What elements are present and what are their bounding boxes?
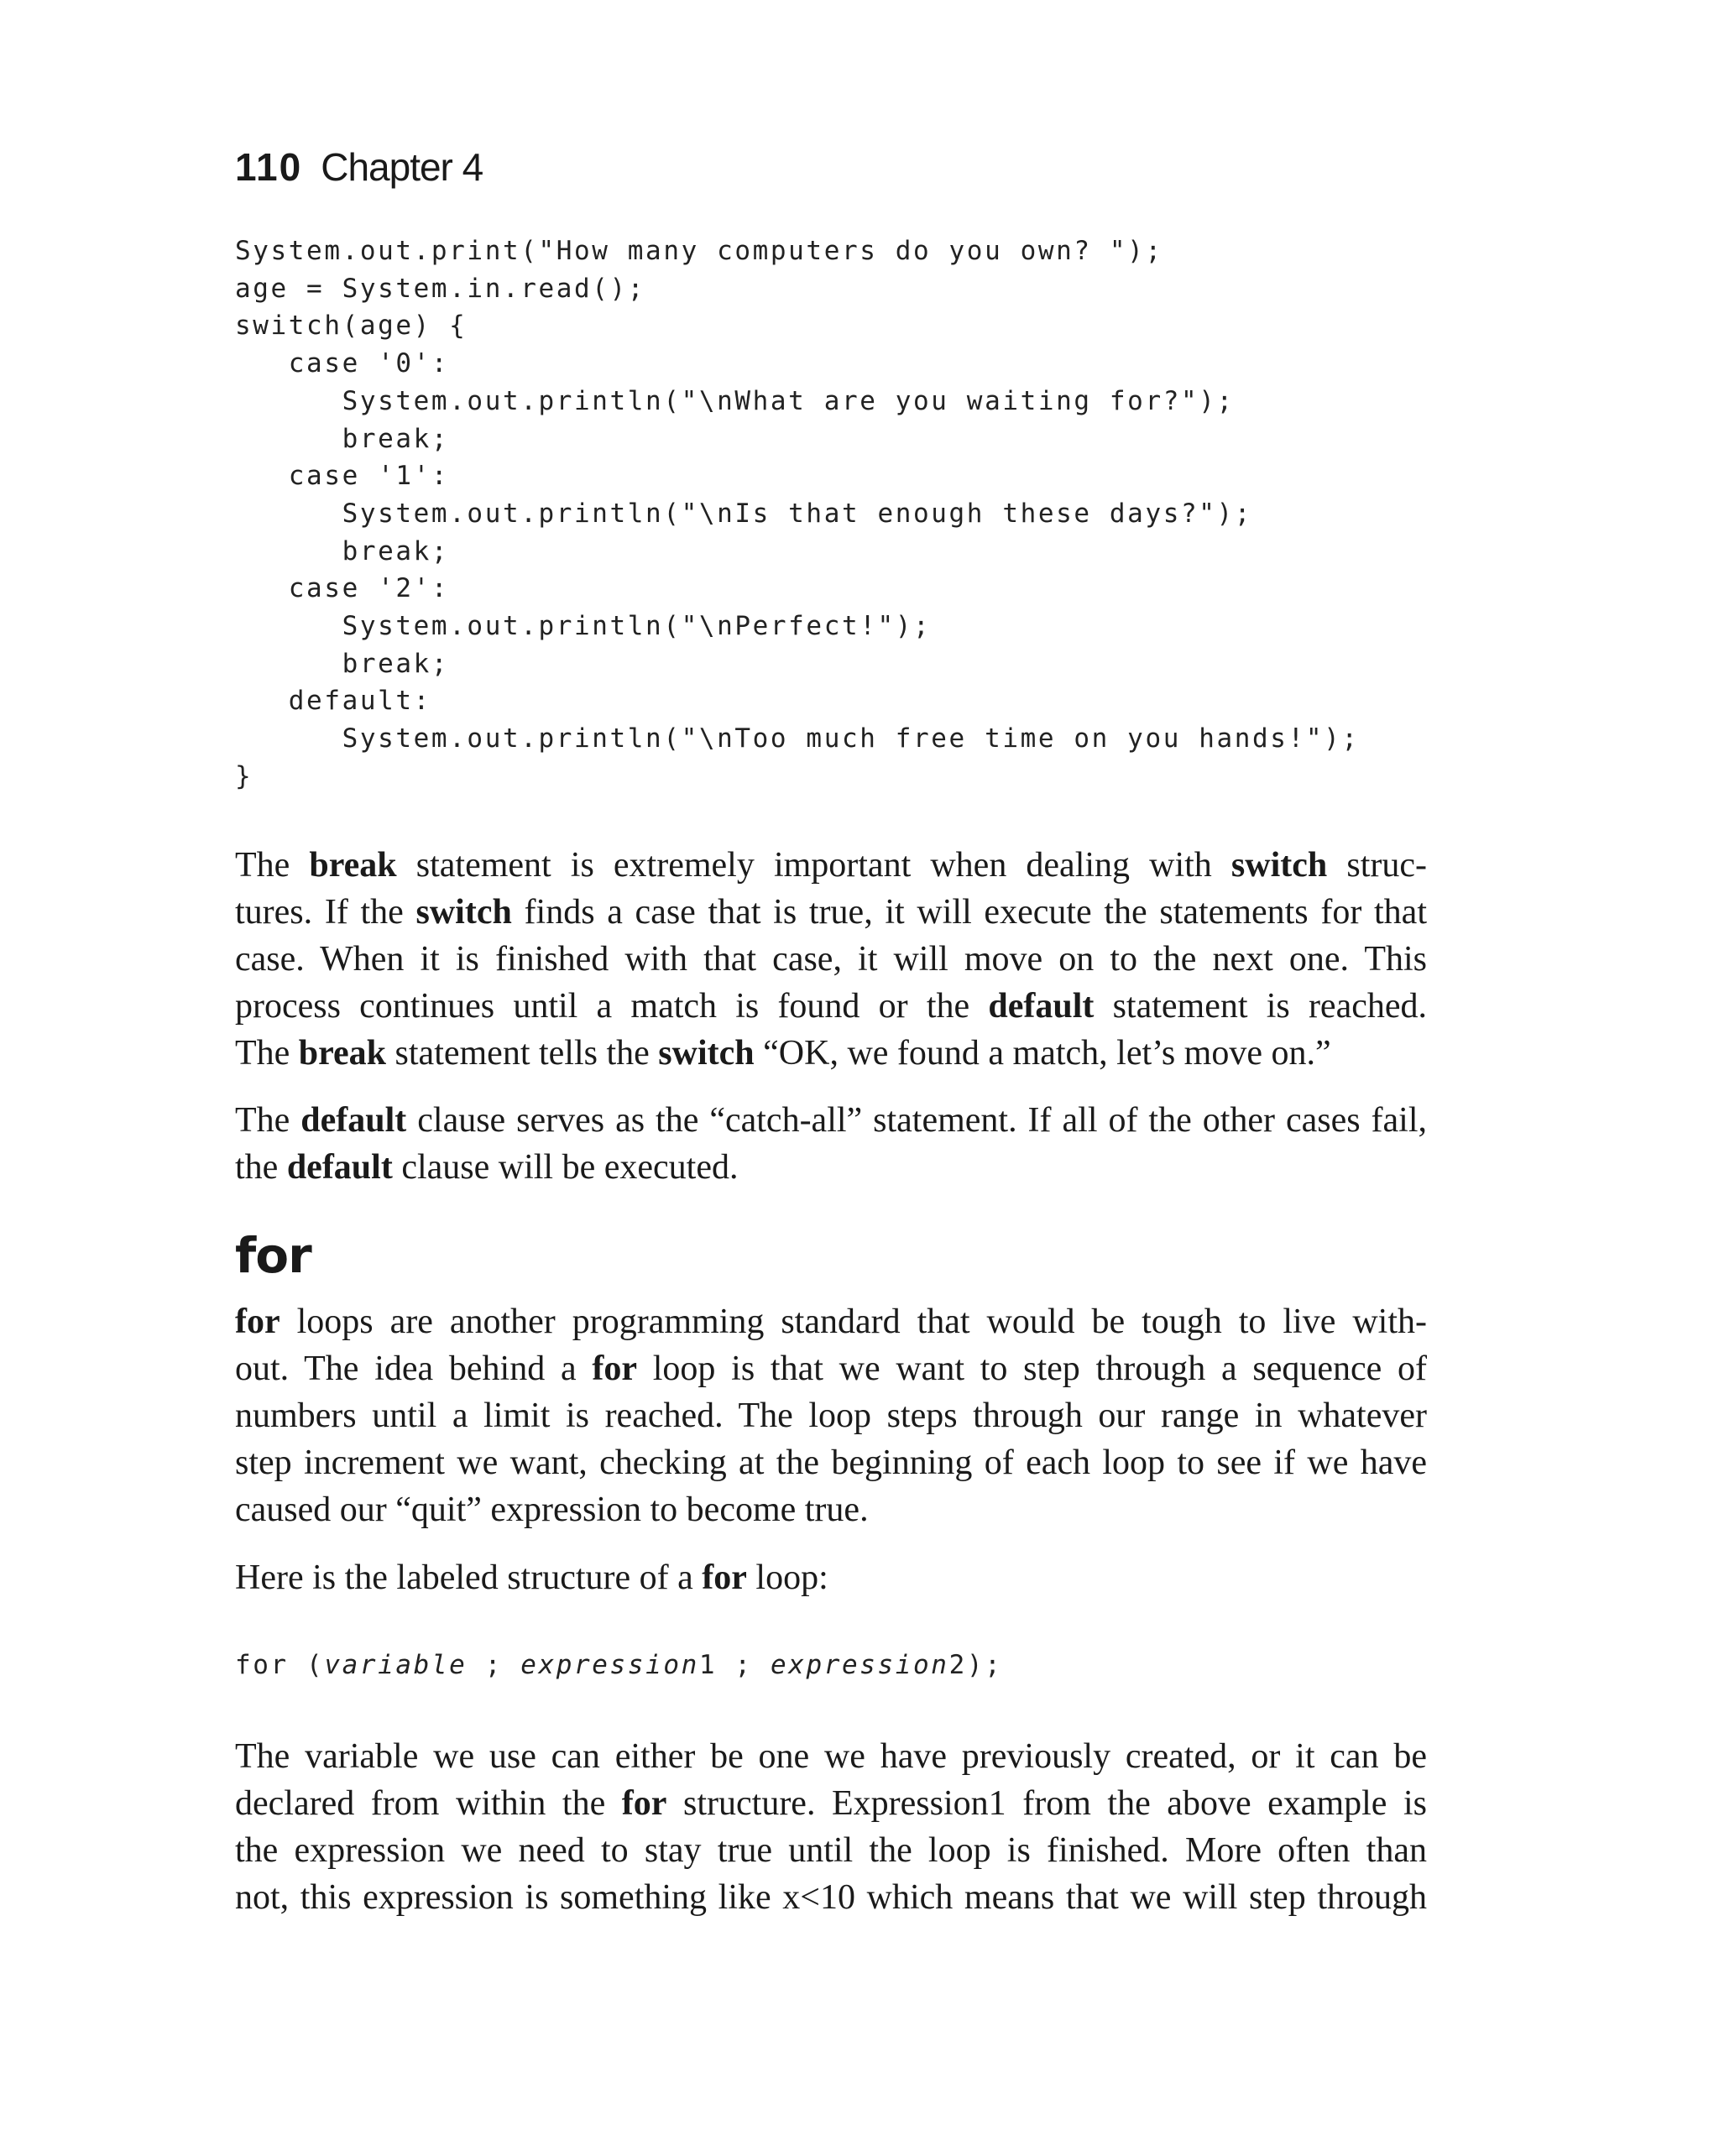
paragraph-labeled-structure: [235, 1554, 1427, 1601]
code-line: case '1':: [235, 461, 450, 492]
code-block-switch: [235, 232, 1360, 796]
keyword-break: break: [298, 1034, 387, 1073]
paragraph-variable-explanation: [235, 1733, 1427, 1921]
code-line: age = System.in.read();: [235, 273, 646, 304]
text-line: tures. If the switch finds a case that is true, it will execute the statements for that: [235, 893, 1427, 932]
text-line: for loops are another programming standard that would be tough to live with-: [235, 1302, 1427, 1341]
running-head: [235, 144, 483, 190]
chapter-label: Chapter 4: [321, 145, 483, 189]
text-line: The break statement is extremely important when dealing with switch struc-: [235, 846, 1427, 885]
text-line: not, this expression is something like x<10 which means that we will step through: [235, 1878, 1427, 1917]
text-line: The break statement tells the switch “OK, we found a match, let’s move on.”: [235, 1034, 1331, 1073]
text-line: Here is the labeled structure of a for loop:: [235, 1558, 828, 1597]
code-line: default:: [235, 686, 431, 717]
keyword-default: default: [300, 1101, 407, 1140]
placeholder-variable: variable: [324, 1650, 468, 1680]
code-block-for-syntax: for (variable ; expression1 ; expression2);: [235, 1650, 1003, 1680]
code-line: break;: [235, 535, 450, 566]
text-line: The default clause serves as the “catch-all” statement. If all of the other cases fail,: [235, 1101, 1428, 1140]
section-heading-for: for: [235, 1227, 311, 1284]
code-line: }: [235, 760, 253, 791]
paragraph-default-clause: [235, 1097, 1427, 1191]
keyword-for: for: [235, 1302, 280, 1341]
code-line: System.out.println("\nPerfect!");: [235, 611, 932, 642]
keyword-switch: switch: [1230, 846, 1328, 885]
code-line: System.out.println("\nWhat are you waiting for?");: [235, 385, 1235, 416]
text-line: the default clause will be executed.: [235, 1148, 739, 1187]
keyword-for: for: [592, 1349, 637, 1388]
code-line: switch(age) {: [235, 311, 468, 342]
code-line: System.out.println("\nIs that enough these days?");: [235, 498, 1253, 529]
placeholder-expression2: expression: [770, 1650, 949, 1680]
keyword-break: break: [309, 846, 397, 885]
keyword-for: for: [621, 1784, 667, 1823]
keyword-default: default: [286, 1148, 393, 1187]
code-line: case '2':: [235, 573, 450, 604]
placeholder-expression1: expression: [520, 1650, 699, 1680]
keyword-for: for: [702, 1558, 747, 1597]
text-line: process continues until a match is found or the default statement is reached.: [235, 987, 1427, 1026]
text-line: the expression we need to stay true until the loop is finished. More often than: [235, 1831, 1427, 1870]
text-line: case. When it is finished with that case, it will move on to the next one. This: [235, 940, 1427, 979]
paragraph-break-statement: [235, 842, 1427, 1077]
keyword-switch: switch: [415, 893, 512, 932]
code-line: break;: [235, 648, 450, 679]
text-line: The variable we use can either be one we have previously created, or it can be: [235, 1737, 1427, 1776]
text-line: step increment we want, checking at the beginning of each loop to see if we have: [235, 1443, 1427, 1482]
code-line: case '0':: [235, 348, 450, 379]
text-line: out. The idea behind a for loop is that we want to step through a sequence of: [235, 1349, 1427, 1388]
code-line: System.out.println("\nToo much free time on you hands!");: [235, 723, 1360, 754]
text-line: caused our “quit” expression to become true.: [235, 1490, 869, 1529]
keyword-default: default: [988, 987, 1095, 1026]
code-line: System.out.print("How many computers do you own? ");: [235, 236, 1163, 266]
code-line: break;: [235, 423, 450, 454]
text-line: numbers until a limit is reached. The loop steps through our range in whatever: [235, 1396, 1427, 1435]
text-line: declared from within the for structure. Expression1 from the above example is: [235, 1784, 1428, 1823]
keyword-switch: switch: [658, 1034, 755, 1073]
page-number: 110: [235, 145, 303, 189]
paragraph-for-loops: [235, 1298, 1427, 1533]
